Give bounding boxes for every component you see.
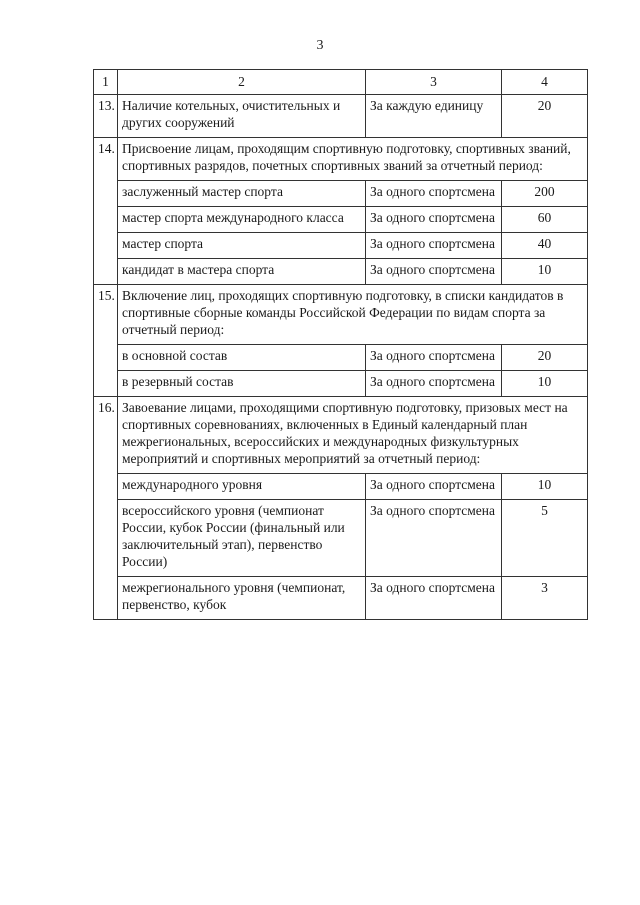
header-cell: 2: [118, 70, 366, 95]
row-number: 15.: [94, 285, 118, 397]
table-row: [94, 577, 588, 620]
row-description: межрегионального уровня (чемпионат, первенство, кубок: [118, 577, 366, 620]
table-row: [94, 474, 588, 500]
row-unit: За одного спортсмена: [366, 500, 502, 577]
row-number: 14.: [94, 138, 118, 285]
row-description: Наличие котельных, очистительных и других сооружений: [118, 95, 366, 138]
row-unit: За каждую единицу: [366, 95, 502, 138]
table-row: [94, 207, 588, 233]
row-value: 10: [502, 259, 588, 285]
table-row: [94, 233, 588, 259]
row-unit: За одного спортсмена: [366, 259, 502, 285]
table-row: [94, 95, 588, 138]
table-row: [94, 181, 588, 207]
row-value: 3: [502, 577, 588, 620]
row-description: мастер спорта: [118, 233, 366, 259]
header-cell: 1: [94, 70, 118, 95]
row-description: заслуженный мастер спорта: [118, 181, 366, 207]
header-cell: 3: [366, 70, 502, 95]
row-value: 10: [502, 371, 588, 397]
row-unit: За одного спортсмена: [366, 474, 502, 500]
section-title: Включение лиц, проходящих спортивную подготовку, в списки кандидатов в спортивные сборные команды Российской Федерации по видам спорта за отчетный период:: [118, 285, 588, 345]
table-row: [94, 259, 588, 285]
row-value: 200: [502, 181, 588, 207]
row-unit: За одного спортсмена: [366, 371, 502, 397]
row-number: 13.: [94, 95, 118, 138]
row-value: 40: [502, 233, 588, 259]
row-unit: За одного спортсмена: [366, 181, 502, 207]
row-number: 16.: [94, 397, 118, 620]
row-description: мастер спорта международного класса: [118, 207, 366, 233]
row-value: 5: [502, 500, 588, 577]
section-title: Присвоение лицам, проходящим спортивную подготовку, спортивных званий, спортивных разрядов, почетных спортивных званий за отчетный период:: [118, 138, 588, 181]
row-unit: За одного спортсмена: [366, 233, 502, 259]
row-value: 10: [502, 474, 588, 500]
row-description: всероссийского уровня (чемпионат России, кубок России (финальный или заключительный этап), первенство России): [118, 500, 366, 577]
header-cell: 4: [502, 70, 588, 95]
row-unit: За одного спортсмена: [366, 577, 502, 620]
table-row: [94, 371, 588, 397]
table-header-row: [94, 70, 588, 95]
row-value: 60: [502, 207, 588, 233]
section-title: Завоевание лицами, проходящими спортивную подготовку, призовых мест на спортивных соревнованиях, включенных в Единый календарный план межрегиональных, всероссийских и международных физкультурных мероприятий и спортивных мероприятий за отчетный период:: [118, 397, 588, 474]
criteria-table: [93, 69, 588, 620]
section-row: [94, 285, 588, 345]
row-description: в резервный состав: [118, 371, 366, 397]
row-value: 20: [502, 95, 588, 138]
row-description: кандидат в мастера спорта: [118, 259, 366, 285]
row-unit: За одного спортсмена: [366, 345, 502, 371]
row-description: международного уровня: [118, 474, 366, 500]
table-row: [94, 500, 588, 577]
row-value: 20: [502, 345, 588, 371]
row-unit: За одного спортсмена: [366, 207, 502, 233]
section-row: [94, 397, 588, 474]
row-description: в основной состав: [118, 345, 366, 371]
page-number: 3: [316, 38, 324, 53]
table-row: [94, 345, 588, 371]
section-row: [94, 138, 588, 181]
